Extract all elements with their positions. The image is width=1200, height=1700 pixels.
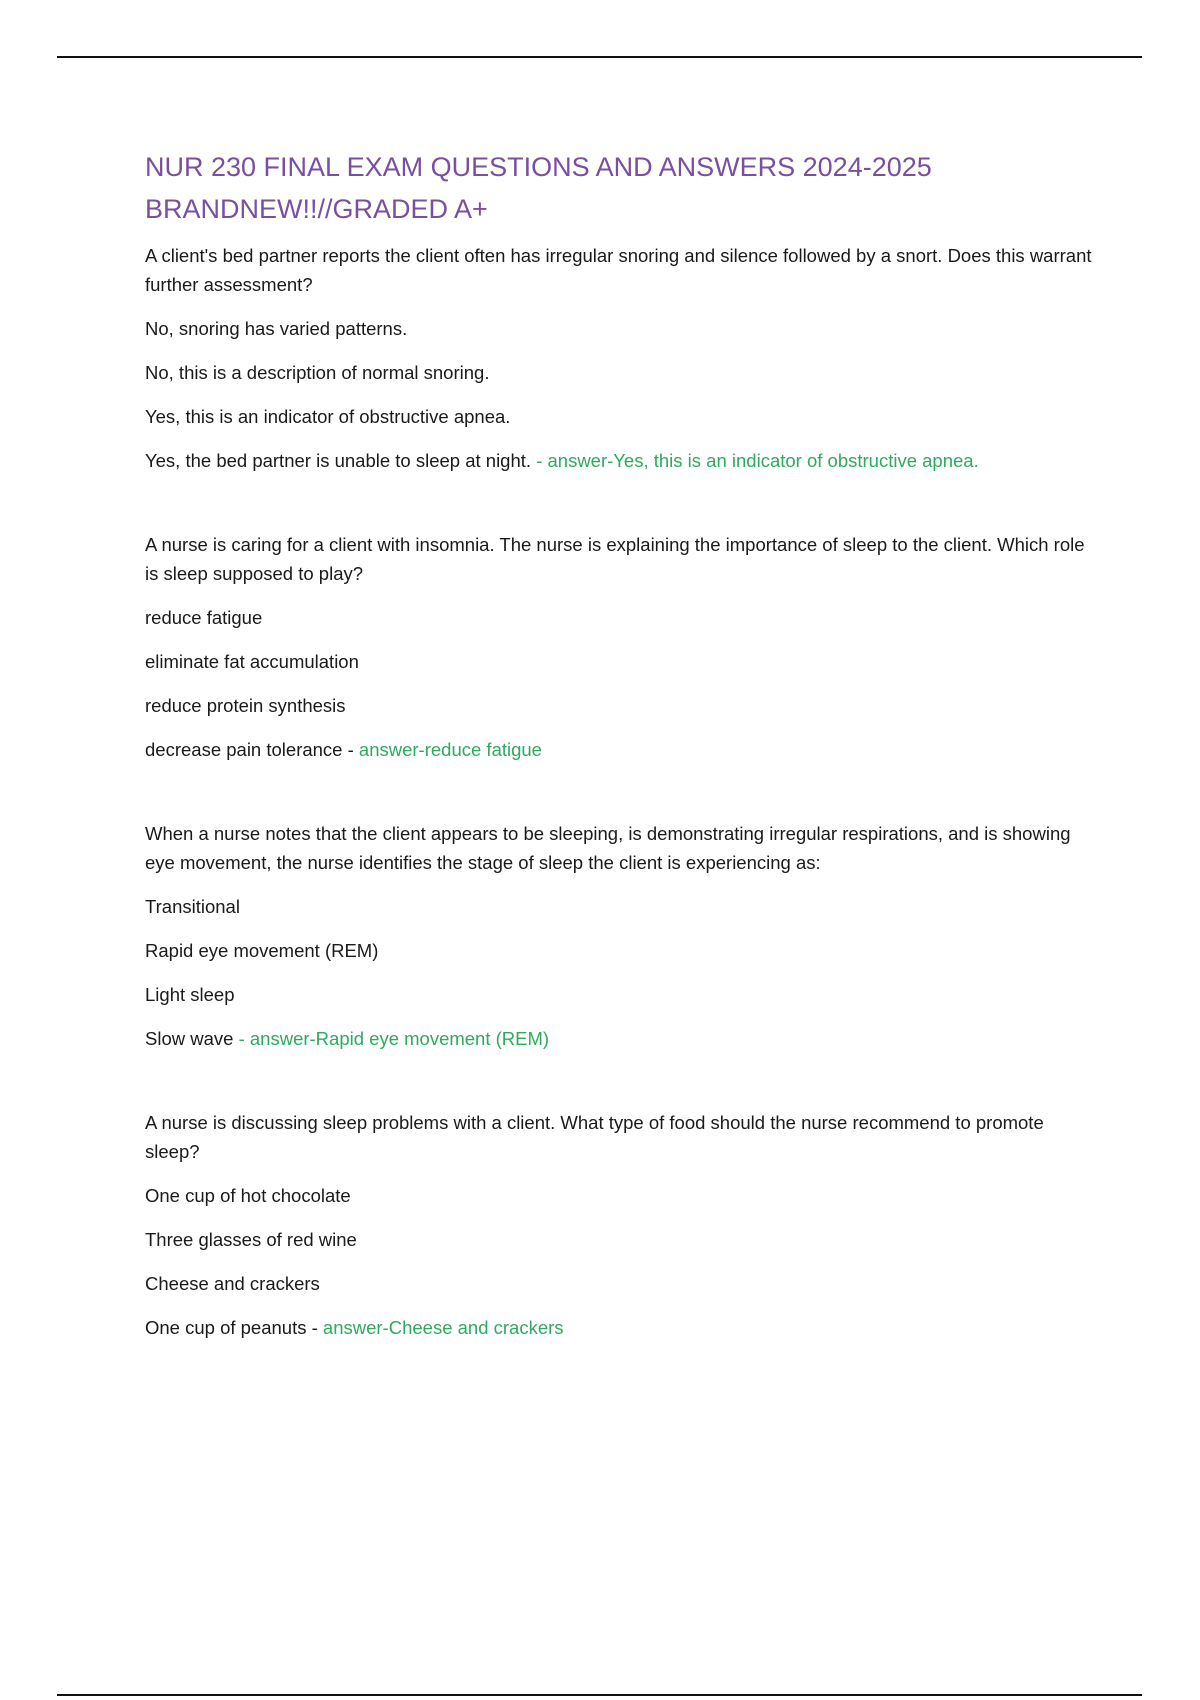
question-block-3 — [145, 819, 1095, 1053]
bottom-divider — [57, 1694, 1142, 1696]
question-block-2 — [145, 530, 1095, 764]
option-item: Three glasses of red wine — [145, 1229, 357, 1250]
option-item: Transitional — [145, 896, 240, 917]
question-block-1 — [145, 241, 1095, 475]
option-item: reduce fatigue — [145, 607, 263, 628]
option-item: decrease pain tolerance - — [145, 739, 354, 760]
option-last-with-answer — [145, 735, 1095, 764]
question-text: A client's bed partner reports the client often has irregular snoring and silence followed by a snort. Does this warrant further assessment? — [145, 245, 1092, 295]
option-item: Slow wave — [145, 1028, 234, 1049]
answer-text: answer-Cheese and crackers — [322, 1317, 564, 1338]
answer-text: answer-reduce fatigue — [358, 739, 542, 760]
option-item: Light sleep — [145, 984, 235, 1005]
option-item: reduce protein synthesis — [145, 695, 346, 716]
question-text: A nurse is caring for a client with insomnia. The nurse is explaining the importance of sleep to the client. Which role is sleep supposed to play? — [145, 534, 1085, 584]
option-last-with-answer — [145, 446, 1095, 475]
option-last-with-answer — [145, 1024, 1095, 1053]
option-last-with-answer — [145, 1313, 1095, 1342]
option-item: Cheese and crackers — [145, 1273, 320, 1294]
question-text: A nurse is discussing sleep problems with a client. What type of food should the nurse recommend to promote sleep? — [145, 1112, 1044, 1162]
option-item: eliminate fat accumulation — [145, 651, 359, 672]
top-divider — [57, 56, 1142, 58]
option-item: No, this is a description of normal snoring. — [145, 362, 490, 383]
answer-text: - answer-Rapid eye movement (REM) — [238, 1028, 550, 1049]
question-block-4 — [145, 1108, 1095, 1342]
option-item: Yes, this is an indicator of obstructive apnea. — [145, 406, 511, 427]
document-title: NUR 230 FINAL EXAM QUESTIONS AND ANSWERS 2024-2025 BRANDNEW!!//GRADED A+ — [145, 152, 932, 224]
option-item: No, snoring has varied patterns. — [145, 318, 408, 339]
document-body — [145, 146, 1095, 1357]
question-text: When a nurse notes that the client appears to be sleeping, is demonstrating irregular respirations, and is showing eye movement, the nurse identifies the stage of sleep the client is experiencing as: — [145, 823, 1071, 873]
option-item: One cup of peanuts - — [145, 1317, 318, 1338]
answer-text: - answer-Yes, this is an indicator of obstructive apnea. — [536, 450, 979, 471]
option-item: One cup of hot chocolate — [145, 1185, 351, 1206]
option-item: Rapid eye movement (REM) — [145, 940, 379, 961]
option-item: Yes, the bed partner is unable to sleep at night. — [145, 450, 532, 471]
